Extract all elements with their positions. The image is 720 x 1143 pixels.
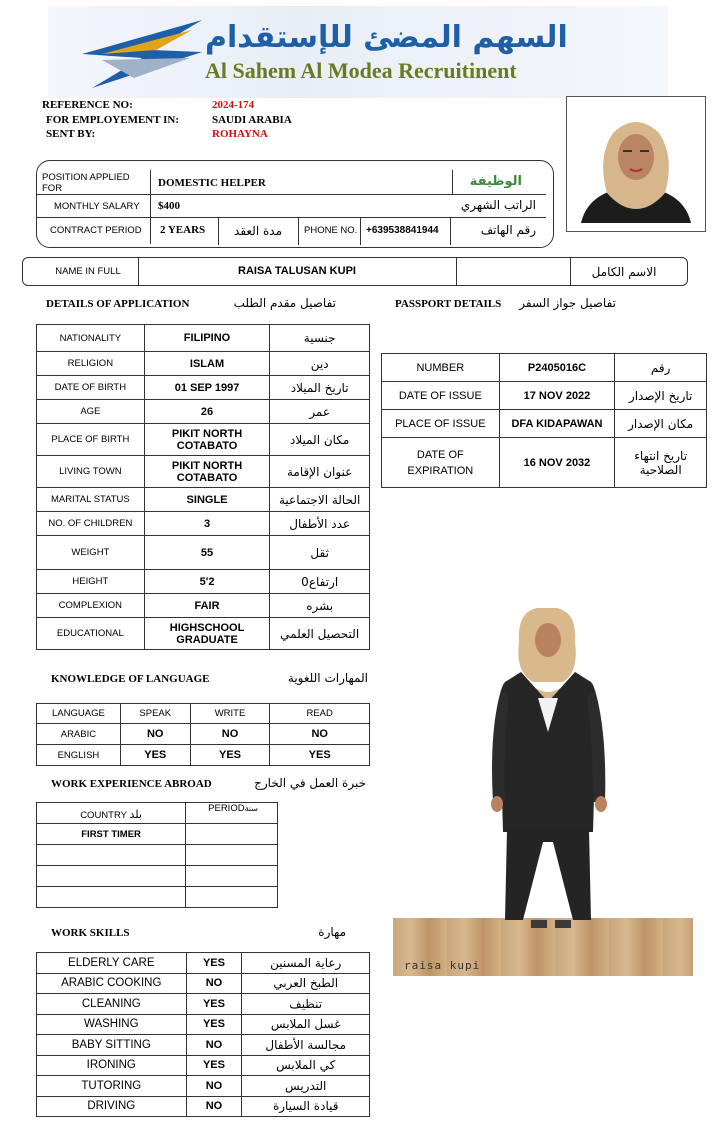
salary-arabic: الراتب الشهري [460,198,536,212]
experience-title: WORK EXPERIENCE ABROAD [51,778,212,790]
reference-label: REFERENCE NO: [42,99,133,111]
employment-label: FOR EMPLOYEMENT IN: [46,114,180,126]
table-row: BABY SITTING NO مجالسة الأطفال [37,1035,370,1056]
period-label: PERIOD [208,803,245,814]
position-label: POSITION APPLIED FOR [42,172,130,194]
phone-arabic: رقم الهاتف [480,223,536,237]
name-label: NAME IN FULL [55,265,121,277]
experience-title-arabic: خبرة العمل في الخارج [254,776,366,790]
table-row: NO. OF CHILDREN 3 عدد الأطفال [37,512,370,536]
table-row [37,845,278,866]
skills-title-arabic: مهارة [318,925,346,939]
table-row: ELDERLY CARE YES رعاية المسنين [37,953,370,974]
experience-table [36,802,278,908]
language-title-arabic: المهارات اللغوية [287,671,368,685]
table-row: CLEANING YES تنظيف [37,994,370,1015]
table-row: AGE 26 عمر [37,400,370,424]
sent-by-value: ROHAYNA [212,128,268,140]
name-arabic: الاسم الكامل [591,265,657,279]
reference-value: 2024-174 [212,99,255,111]
table-row: HEIGHT 5'2 ارتفاع0 [37,570,370,594]
contract-value: 2 YEARS [160,224,206,236]
table-row: ENGLISH YES YES YES [37,745,370,766]
salary-label: MONTHLY SALARY [54,200,140,212]
contract-label: CONTRACT PERIOD [50,224,142,236]
salary-value: $400 [158,200,180,212]
table-row: DATE OF ISSUE 17 NOV 2022 تاريخ الإصدار [382,382,707,410]
table-row: MARITAL STATUS SINGLE الحالة الاجتماعية [37,488,370,512]
table-row: ARABIC COOKING NO الطبخ العربي [37,973,370,994]
sent-by-label: SENT BY: [46,128,96,140]
photo-caption: raisa kupi [404,959,481,972]
skills-title: WORK SKILLS [51,927,130,939]
language-title: KNOWLEDGE OF LANGUAGE [51,673,210,685]
position-arabic: الوظيفة [469,173,522,189]
application-title-arabic: تفاصيل مقدم الطلب [233,296,336,310]
table-row: COMPLEXION FAIR بشره [37,594,370,618]
table-row: ARABIC NO NO NO [37,724,370,745]
table-row: IRONING YES كي الملابس [37,1055,370,1076]
phone-label: PHONE NO. [304,224,358,236]
name-value: RAISA TALUSAN KUPI [238,265,356,277]
period-arabic: سنة [244,804,258,813]
table-row: PLACE OF BIRTH PIKIT NORTH COTABATO مكان الميلاد [37,424,370,456]
table-row: WEIGHT 55 ثقل [37,536,370,570]
table-row: LANGUAGE SPEAK WRITE READ [37,704,370,724]
logo-arabic-text: السهم المضئ للإستقدام [205,20,568,55]
table-row: RELIGION ISLAM دين [37,352,370,376]
table-row: TUTORING NO التدريس [37,1076,370,1097]
table-row: DRIVING NO قيادة السيارة [37,1096,370,1117]
skills-table [36,952,370,1117]
application-title: DETAILS OF APPLICATION [46,298,190,310]
table-row: NATIONALITY FILIPINO جنسية [37,325,370,352]
application-table [36,324,370,650]
table-row: NUMBER P2405016C رقم [382,354,707,382]
table-row [37,803,278,824]
full-body-photo [393,602,693,977]
passport-photo [566,96,706,232]
phone-value: +639538841944 [366,224,439,236]
country-arabic: بلد [129,808,142,821]
passport-title-arabic: تفاصيل جواز السفر [519,296,616,310]
table-row: LIVING TOWN PIKIT NORTH COTABATO عنوان الإقامة [37,456,370,488]
passport-title: PASSPORT DETAILS [395,298,502,310]
table-row: DATE OF EXPIRATION 16 NOV 2032 تاريخ انتهاء الصلاحية [382,438,707,488]
person-portrait-icon [567,97,705,231]
contract-arabic: مدة العقد [234,224,282,238]
table-row: EDUCATIONAL HIGHSCHOOL GRADUATE التحصيل العلمي [37,618,370,650]
employment-value: SAUDI ARABIA [212,114,292,126]
table-row: PLACE OF ISSUE DFA KIDAPAWAN مكان الإصدار [382,410,707,438]
table-row [37,866,278,887]
passport-table [381,353,707,488]
arrow-logo-icon [72,14,212,94]
position-value: DOMESTIC HELPER [158,177,266,189]
table-row [37,887,278,908]
logo-english-text: Al Sahem Al Modea Recruitinent [205,58,517,83]
country-label: COUNTRY [80,810,127,821]
table-row: DATE OF BIRTH 01 SEP 1997 تاريخ الميلاد [37,376,370,400]
language-table [36,703,370,766]
table-row: FIRST TIMER [37,824,278,845]
table-row: WASHING YES غسل الملابس [37,1014,370,1035]
